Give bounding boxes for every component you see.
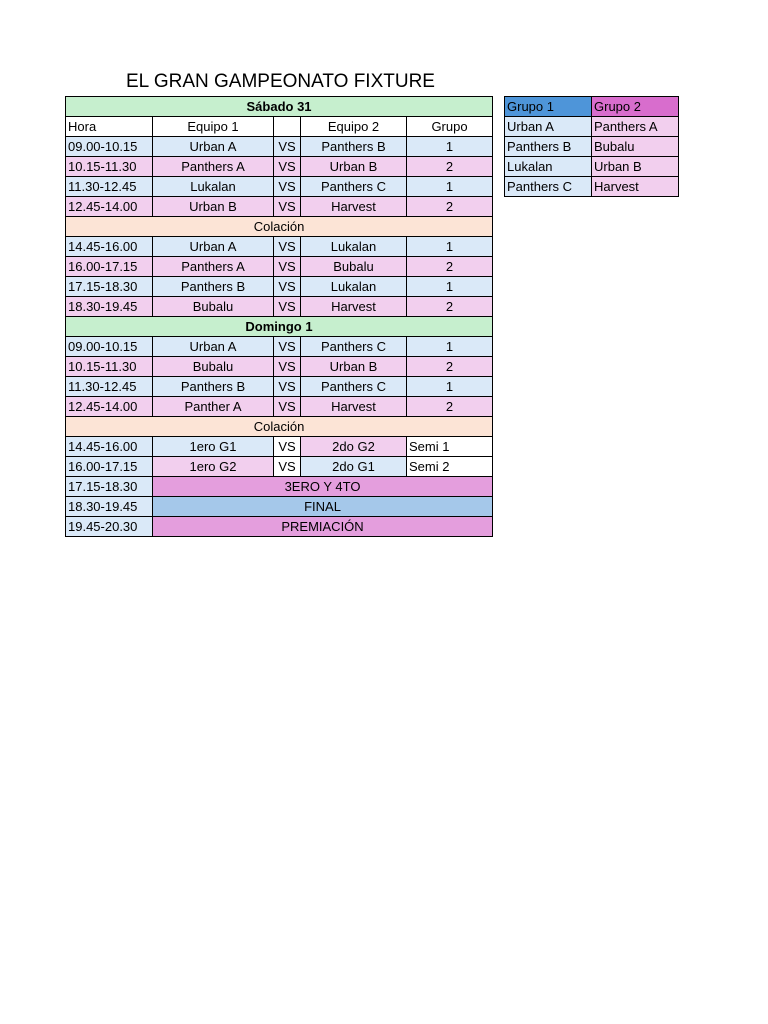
match-group: Semi 2 xyxy=(407,457,493,477)
match-team2: Panthers B xyxy=(301,137,407,157)
match-time: 11.30-12.45 xyxy=(66,177,153,197)
groups-row xyxy=(505,137,679,157)
final-label: FINAL xyxy=(153,497,493,517)
semifinal-row xyxy=(66,457,493,477)
match-row xyxy=(66,357,493,377)
match-row xyxy=(66,257,493,277)
group2-team: Harvest xyxy=(592,177,679,197)
match-team1: Urban B xyxy=(153,197,274,217)
group2-header: Grupo 2 xyxy=(592,97,679,117)
match-time: 16.00-17.15 xyxy=(66,257,153,277)
groups-header-row xyxy=(505,97,679,117)
final-time: 19.45-20.30 xyxy=(66,517,153,537)
match-vs: VS xyxy=(274,297,301,317)
match-team1: Panther A xyxy=(153,397,274,417)
match-vs: VS xyxy=(274,157,301,177)
awards-label: PREMIACIÓN xyxy=(153,517,493,537)
match-team2: Lukalan xyxy=(301,237,407,257)
page-title: EL GRAN GAMPEONATO FIXTURE xyxy=(126,71,435,92)
match-team2: Harvest xyxy=(301,397,407,417)
match-team1: Urban A xyxy=(153,137,274,157)
match-team1: 1ero G2 xyxy=(153,457,274,477)
match-row xyxy=(66,157,493,177)
groups-table xyxy=(504,96,679,197)
match-team1: Panthers A xyxy=(153,157,274,177)
match-vs: VS xyxy=(274,337,301,357)
match-group: 1 xyxy=(407,237,493,257)
fixture-table xyxy=(65,96,493,537)
group1-team: Lukalan xyxy=(505,157,592,177)
match-vs: VS xyxy=(274,257,301,277)
match-team2: Urban B xyxy=(301,357,407,377)
match-vs: VS xyxy=(274,197,301,217)
match-team2: Harvest xyxy=(301,197,407,217)
match-team1: Bubalu xyxy=(153,357,274,377)
match-vs: VS xyxy=(274,177,301,197)
match-team2: Lukalan xyxy=(301,277,407,297)
group1-header: Grupo 1 xyxy=(505,97,592,117)
match-row xyxy=(66,177,493,197)
group2-team: Bubalu xyxy=(592,137,679,157)
match-time: 18.30-19.45 xyxy=(66,297,153,317)
match-vs: VS xyxy=(274,237,301,257)
semifinal-row xyxy=(66,437,493,457)
match-row xyxy=(66,337,493,357)
final-row xyxy=(66,477,493,497)
match-team1: Lukalan xyxy=(153,177,274,197)
final-row xyxy=(66,497,493,517)
match-team1: Panthers B xyxy=(153,377,274,397)
groups-row xyxy=(505,157,679,177)
final-time: 18.30-19.45 xyxy=(66,497,153,517)
group2-team: Urban B xyxy=(592,157,679,177)
match-row xyxy=(66,397,493,417)
match-group: 2 xyxy=(407,157,493,177)
match-group: 1 xyxy=(407,277,493,297)
day-header-row xyxy=(66,317,493,337)
match-team1: Panthers B xyxy=(153,277,274,297)
match-row xyxy=(66,277,493,297)
match-team1: Urban A xyxy=(153,237,274,257)
day-label-saturday: Sábado 31 xyxy=(66,97,493,117)
match-time: 17.15-18.30 xyxy=(66,277,153,297)
match-vs: VS xyxy=(274,137,301,157)
match-group: 1 xyxy=(407,377,493,397)
third-place-label: 3ERO Y 4TO xyxy=(153,477,493,497)
match-time: 10.15-11.30 xyxy=(66,157,153,177)
group2-team: Panthers A xyxy=(592,117,679,137)
match-time: 12.45-14.00 xyxy=(66,397,153,417)
match-vs: VS xyxy=(274,377,301,397)
match-time: 09.00-10.15 xyxy=(66,137,153,157)
match-time: 12.45-14.00 xyxy=(66,197,153,217)
match-team1: Urban A xyxy=(153,337,274,357)
match-team1: 1ero G1 xyxy=(153,437,274,457)
group1-team: Urban A xyxy=(505,117,592,137)
match-vs: VS xyxy=(274,437,301,457)
match-row xyxy=(66,297,493,317)
group1-team: Panthers B xyxy=(505,137,592,157)
day-header-row xyxy=(66,97,493,117)
match-group: 1 xyxy=(407,337,493,357)
column-header-vs xyxy=(274,117,301,137)
day-label-sunday: Domingo 1 xyxy=(66,317,493,337)
group1-team: Panthers C xyxy=(505,177,592,197)
match-group: 2 xyxy=(407,397,493,417)
match-team2: Panthers C xyxy=(301,177,407,197)
column-header-row xyxy=(66,117,493,137)
match-team2: Bubalu xyxy=(301,257,407,277)
match-vs: VS xyxy=(274,457,301,477)
break-row xyxy=(66,417,493,437)
match-group: 2 xyxy=(407,257,493,277)
match-group: 1 xyxy=(407,177,493,197)
match-team2: Harvest xyxy=(301,297,407,317)
match-time: 14.45-16.00 xyxy=(66,237,153,257)
break-label: Colación xyxy=(66,417,493,437)
match-time: 11.30-12.45 xyxy=(66,377,153,397)
match-team2: 2do G1 xyxy=(301,457,407,477)
match-team2: Panthers C xyxy=(301,337,407,357)
groups-row xyxy=(505,177,679,197)
groups-row xyxy=(505,117,679,137)
match-vs: VS xyxy=(274,277,301,297)
match-group: 1 xyxy=(407,137,493,157)
match-group: 2 xyxy=(407,297,493,317)
match-group: 2 xyxy=(407,197,493,217)
match-team1: Panthers A xyxy=(153,257,274,277)
break-row xyxy=(66,217,493,237)
column-header-equipo1: Equipo 1 xyxy=(153,117,274,137)
column-header-equipo2: Equipo 2 xyxy=(301,117,407,137)
match-team2: Panthers C xyxy=(301,377,407,397)
match-time: 10.15-11.30 xyxy=(66,357,153,377)
final-time: 17.15-18.30 xyxy=(66,477,153,497)
match-row xyxy=(66,137,493,157)
match-team2: Urban B xyxy=(301,157,407,177)
match-time: 16.00-17.15 xyxy=(66,457,153,477)
match-time: 09.00-10.15 xyxy=(66,337,153,357)
column-header-hora: Hora xyxy=(66,117,153,137)
match-vs: VS xyxy=(274,357,301,377)
match-team2: 2do G2 xyxy=(301,437,407,457)
match-row xyxy=(66,197,493,217)
column-header-grupo: Grupo xyxy=(407,117,493,137)
match-group: 2 xyxy=(407,357,493,377)
match-vs: VS xyxy=(274,397,301,417)
match-team1: Bubalu xyxy=(153,297,274,317)
match-row xyxy=(66,377,493,397)
final-row xyxy=(66,517,493,537)
match-group: Semi 1 xyxy=(407,437,493,457)
break-label: Colación xyxy=(66,217,493,237)
match-time: 14.45-16.00 xyxy=(66,437,153,457)
match-row xyxy=(66,237,493,257)
